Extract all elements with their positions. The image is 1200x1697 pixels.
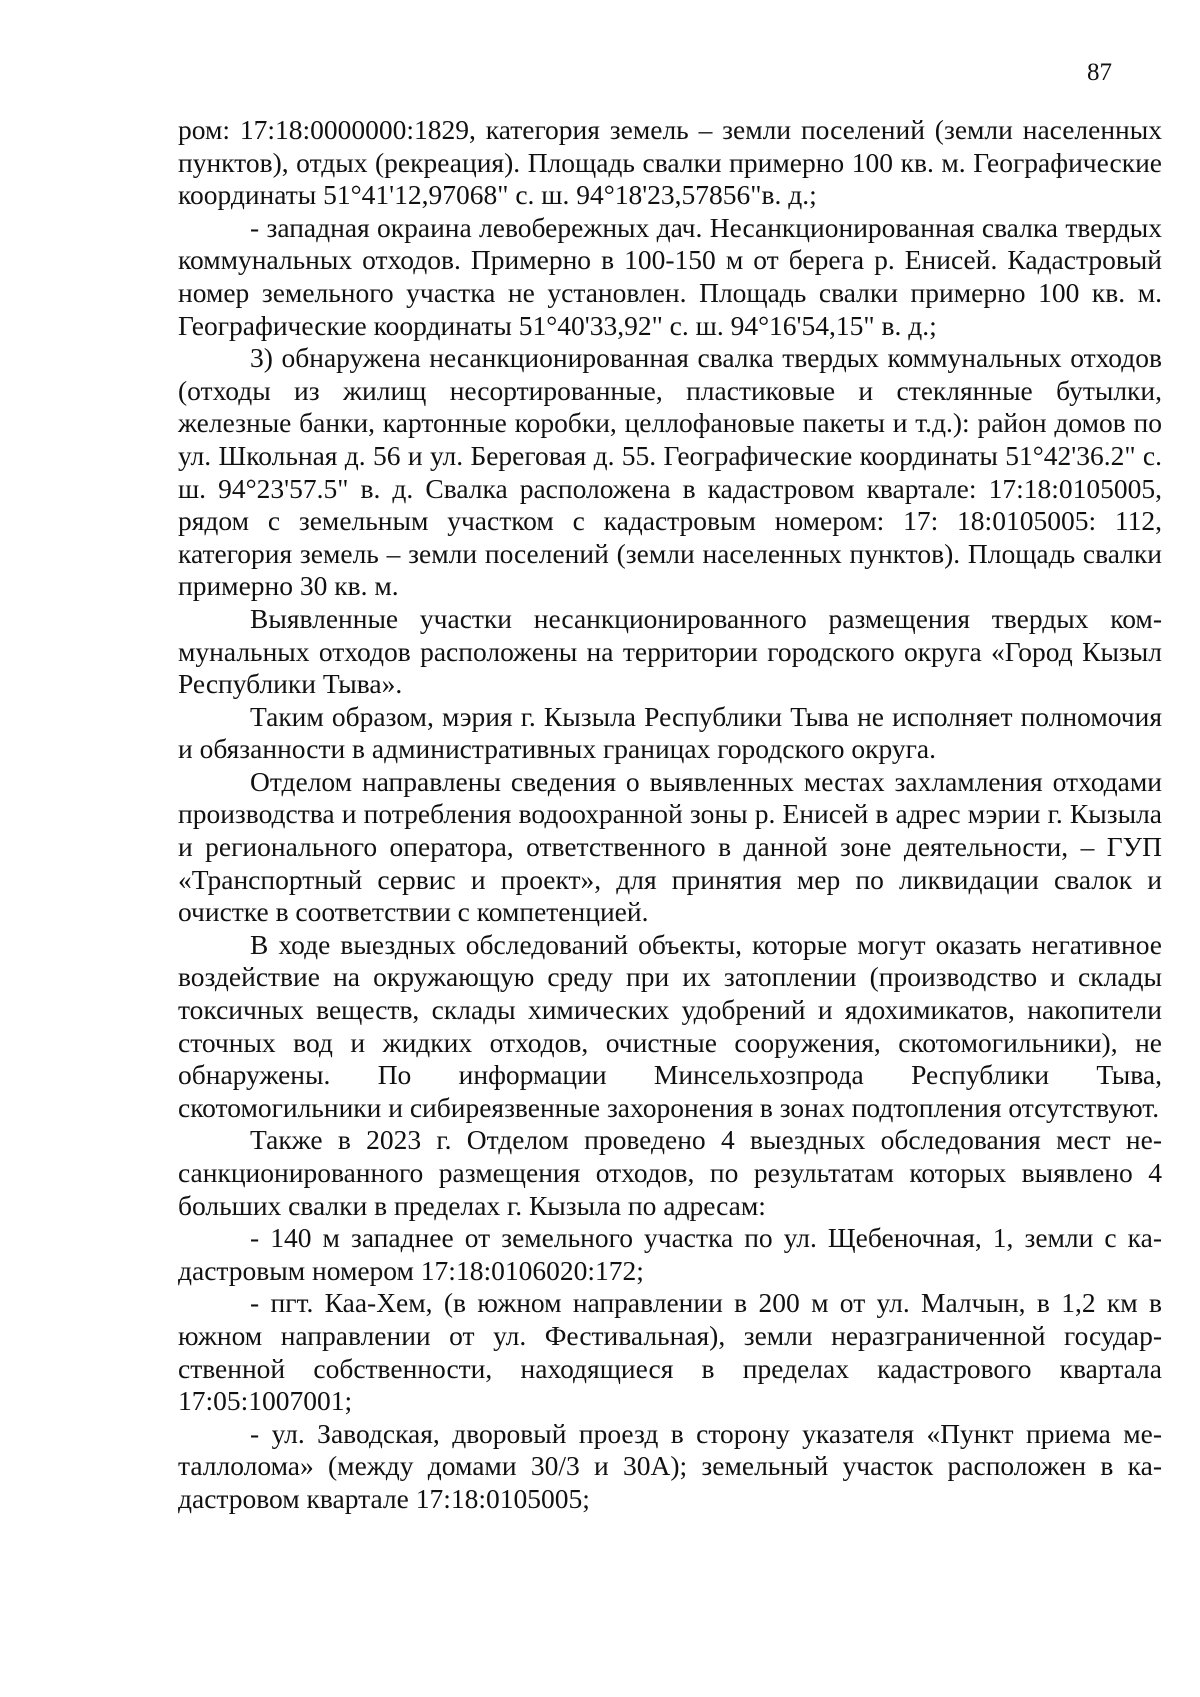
paragraph-continuation: ром: 17:18:0000000:1829, категория земель – земли поселений (земли населенных пунктов), отдых (рекреация). Площадь свалки примерно 100 кв. м. Географические координаты 51°41'12,97068" с. ш. 94°18'23,57856"в. д.; [178,114,1162,211]
paragraph-left-bank-dump: - западная окраина левобережных дач. Несанкционированная свалка твердых коммунальных отходов. Примерно в 100-150 м от берега р. Енисей. Кадастровый номер земельного участка не установлен. Площадь свалки примерно 100 кв. м. Географические координаты 51°40'33,92" с. ш. 94°16'54,15" в. д.; [178,211,1162,341]
list-item-kaa-khem: - пгт. Каа-Хем, (в южном направлении в 200 м от ул. Малчын, в 1,2 км в южном направлении от ул. Фестивальная), земли неразграниченной государственной собственности, находящиеся в пределах кадастрового квартала 17:05:1007001; [178,1287,1162,1417]
paragraph-department-notice: Отделом направлены сведения о выявленных местах захламления отходами производства и потребления водоохранной зоны р. Енисей в адрес мэрии г. Кызыла и регионального оператора, ответственного в данной зоне деятельности, – ГУП «Транспортный сервис и проект», для принятия мер по ликвидации свалок и очистке в соответствии с компетенцией. [178,765,1162,928]
paragraph-2023-inspections: Также в 2023 г. Отделом проведено 4 выездных обследования мест несанкционированного размещения отходов, по результатам которых выявлено 4 больших свалки в пределах г. Кызыла по адресам: [178,1124,1162,1221]
paragraph-identified-sites: Выявленные участки несанкционированного размещения твердых коммунальных отходов расположены на территории городского округа «Город Кызыл Республики Тыва». [178,602,1162,700]
page-number: 87 [1087,59,1112,86]
list-item-shchebenochnaya: - 140 м западнее от земельного участка по ул. Щебеночная, 1, земли с кадастровым номером 17:18:0106020:172; [178,1222,1162,1286]
paragraph-field-inspections: В ходе выездных обследований объекты, которые могут оказать негативное воздействие на окружающую среду при их затоплении (производство и склады токсичных веществ, склады химических удобрений и ядохимикатов, накопители сточных вод и жидких отходов, очистные сооружения, скотомогильники), не обнаружены. По информации Минсельхозпрода Республики Тыва, скотомогильники и сибиреязвенные захоронения в зонах подтопления отсутствуют. [178,928,1162,1123]
paragraph-conclusion: Таким образом, мэрия г. Кызыла Республики Тыва не исполняет полномочия и обязанности в административных границах городского округа. [178,700,1162,765]
paragraph-item-3: 3) обнаружена несанкционированная свалка твердых коммунальных отходов (отходы из жилищ несортированные, пластиковые и стеклянные бутылки, железные банки, картонные коробки, целлофановые пакеты и т.д.): район домов по ул. Школьная д. 56 и ул. Береговая д. 55. Географические координаты 51°42'36.2" с. ш. 94°23'57.5" в. д. Свалка расположена в кадастровом квартале: 17:18:0105005, рядом с земельным участком с кадастровым номером: 17: 18:0105005: 112, категория земель – земли поселений (земли населенных пунктов). Площадь свалки примерно 30 кв. м. [178,342,1162,602]
list-item-zavodskaya: - ул. Заводская, дворовый проезд в сторону указателя «Пункт приема металлолома» (между домами 30/3 и 30А); земельный участок расположен в кадастровом квартале 17:18:0105005; [178,1417,1162,1514]
body-text [178,114,1162,1516]
